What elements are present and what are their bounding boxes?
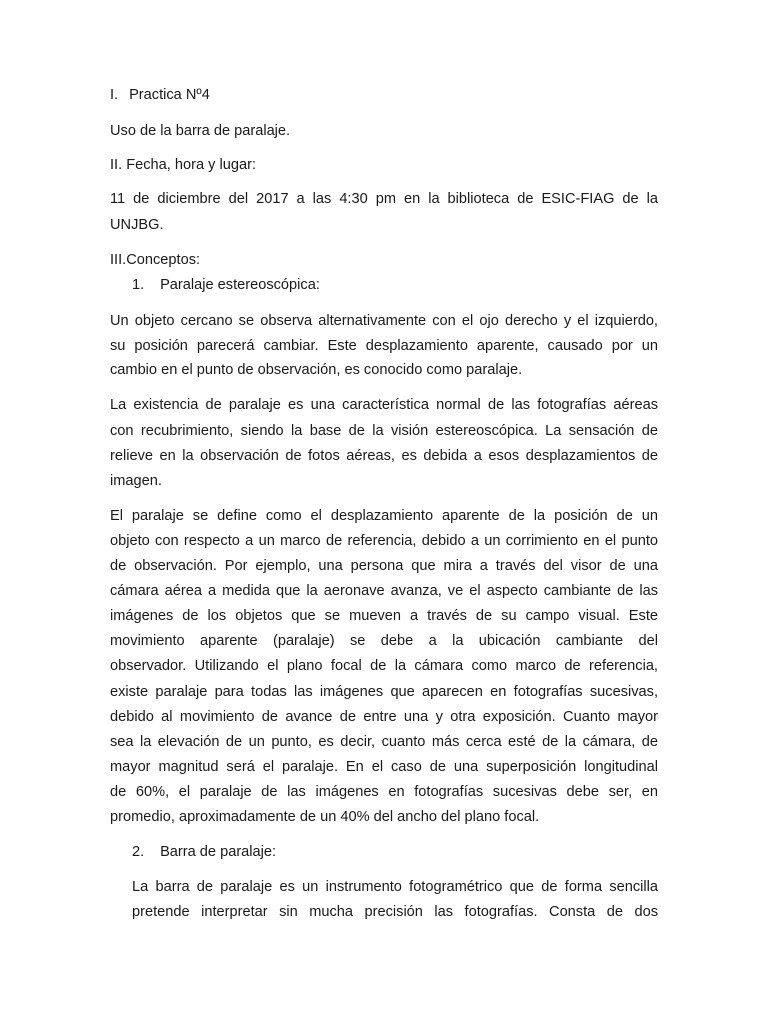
paragraph-line: relieve en la observación de fotos aéreas, es debida a esos desplazamientos de: [110, 448, 658, 464]
paragraph-line: sea la elevación de un punto, es decir, cuanto más cerca esté de la cámara, de: [110, 734, 658, 750]
list-number: 2.: [132, 844, 145, 860]
date-line: UNJBG.: [110, 217, 164, 233]
paragraph-line: promedio, aproximadamente de un 40% del ancho del plano focal.: [110, 809, 540, 825]
paragraph-line: El paralaje se define como el desplazamiento aparente de la posición de un: [110, 508, 658, 524]
paragraph-line: su posición parecerá cambiar. Este desplazamiento aparente, causado por un: [110, 338, 658, 354]
paragraph-line: observador. Utilizando el plano focal de la cámara como marco de referencia,: [110, 658, 658, 674]
list-number: 1.: [132, 277, 145, 293]
list-item-text: Barra de paralaje:: [160, 844, 277, 860]
paragraph-line: objeto con respecto a un marco de referencia, debido a un corrimiento en el punto: [110, 533, 658, 549]
paragraph-line: La barra de paralaje es un instrumento fotogramétrico que de forma sencilla: [132, 879, 658, 895]
heading-text: Practica Nº4: [129, 87, 210, 103]
list-item-barra: [132, 843, 658, 861]
paragraph-line: mayor magnitud será el paralaje. En el caso de una superposición longitudinal: [110, 759, 658, 775]
heading-number: I.: [110, 87, 119, 103]
date-line: 11 de diciembre del 2017 a las 4:30 pm en la biblioteca de ESIC-FIAG de la: [110, 191, 658, 207]
heading-practica: [110, 86, 658, 104]
paragraph-line: La existencia de paralaje es una característica normal de las fotografías aéreas: [110, 397, 658, 413]
paragraph-line: movimiento aparente (paralaje) se debe a la ubicación cambiante del: [110, 633, 658, 649]
heading-conceptos: III.Conceptos:: [110, 252, 201, 268]
paragraph-line: imagen.: [110, 473, 162, 489]
paragraph-line: cámara aérea a medida que la aeronave avanza, ve el aspecto cambiante de las: [110, 583, 658, 599]
paragraph-line: debido al movimiento de avance de entre una y otra exposición. Cuanto mayor: [110, 709, 658, 725]
paragraph-line: de 60%, el paralaje de las imágenes en fotografías sucesivas debe ser, en: [110, 784, 658, 800]
list-item-text: Paralaje estereoscópica:: [160, 277, 320, 293]
paragraph-line: imágenes de los objetos que se mueven a través de su campo visual. Este: [110, 608, 658, 624]
paragraph-line: de observación. Por ejemplo, una persona que mira a través del visor de una: [110, 558, 658, 574]
paragraph-line: cambio en el punto de observación, es conocido como paralaje.: [110, 362, 523, 378]
paragraph-line: existe paralaje para todas las imágenes que aparecen en fotografías sucesivas,: [110, 684, 658, 700]
heading-fecha: II. Fecha, hora y lugar:: [110, 157, 257, 173]
subtitle: Uso de la barra de paralaje.: [110, 123, 291, 139]
paragraph-line: con recubrimiento, siendo la base de la visión estereoscópica. La sensación de: [110, 423, 658, 439]
paragraph-line: pretende interpretar sin mucha precisión las fotografías. Consta de dos: [132, 904, 658, 920]
paragraph-line: Un objeto cercano se observa alternativamente con el ojo derecho y el izquierdo,: [110, 313, 658, 329]
list-item-paralaje: [132, 276, 658, 294]
